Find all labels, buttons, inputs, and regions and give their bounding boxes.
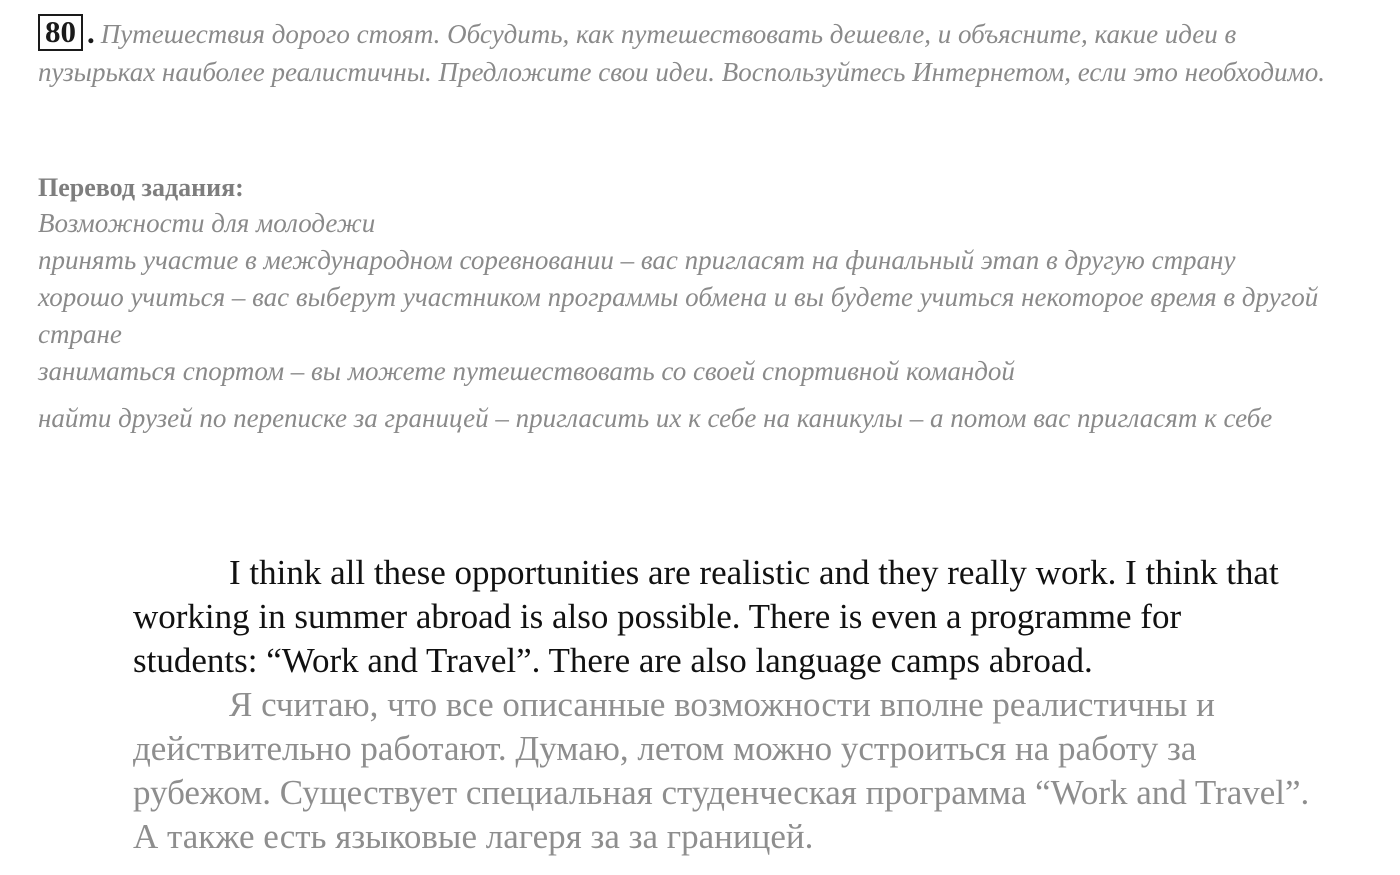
translation-heading: Перевод задания:	[38, 173, 244, 202]
answer-english: I think all these opportunities are realistic and they really work. I think that working in summer abroad is also possible. There is even a programme for students: “Work and Travel”. There are also language camps abroad.	[133, 553, 1279, 680]
translation-item: найти друзей по переписке за границей – пригласить их к себе на каникулы – а потом вас пригласят к себе	[38, 403, 1273, 433]
exercise-instruction-block	[38, 14, 1358, 91]
translation-item: принять участие в международном соревновании – вас пригласят на финальный этап в другую страну	[38, 245, 1236, 275]
exercise-number: 80	[38, 14, 83, 51]
answer-block	[133, 551, 1313, 859]
translation-title: Возможности для молодежи	[38, 208, 376, 238]
translation-options	[38, 205, 1358, 437]
translation-item: заниматься спортом – вы можете путешествовать со своей спортивной командой	[38, 356, 1015, 386]
exercise-instruction: Путешествия дорого стоят. Обсудить, как путешествовать дешевле, и объясните, какие идеи в пузырьках наиболее реалистичны. Предложите свои идеи. Воспользуйтесь Интернетом, если это необходимо.	[38, 19, 1325, 87]
answer-russian: Я считаю, что все описанные возможности вполне реалистичны и действительно работают. Думаю, летом можно устроиться на работу за рубежом. Существует специальная студенческая программа “Work and Travel”. А также есть языковые лагеря за за границей.	[133, 685, 1310, 856]
exercise-number-dot: .	[87, 15, 95, 50]
translation-item: хорошо учиться – вас выберут участником программы обмена и вы будете учиться некоторое время в другой стране	[38, 282, 1319, 349]
